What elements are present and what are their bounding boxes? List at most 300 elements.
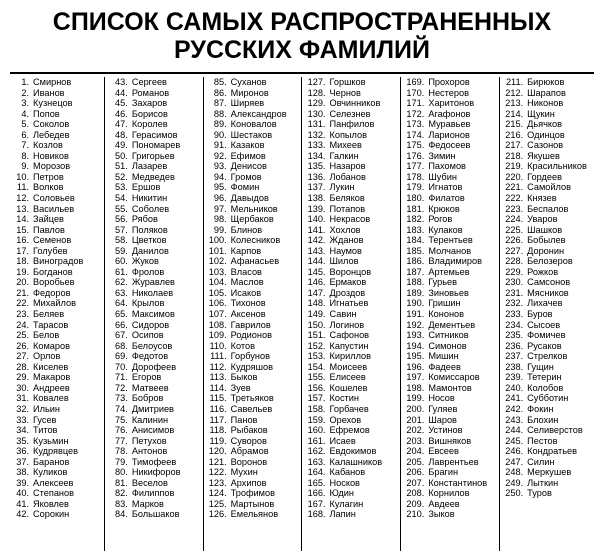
list-item-number: 183. <box>406 224 425 235</box>
list-item <box>503 298 595 309</box>
list-item-number: 104. <box>208 277 227 288</box>
list-item <box>207 161 299 172</box>
list-item-surname: Гаврилов <box>230 319 271 330</box>
list-item-number: 34. <box>16 425 29 436</box>
list-item <box>108 425 200 436</box>
list-item-surname: Колобов <box>527 382 564 393</box>
list-item-number: 161. <box>307 435 326 446</box>
list-item-surname: Киселев <box>33 361 69 372</box>
list-item-number: 102. <box>208 256 227 267</box>
list-item-surname: Субботин <box>527 393 569 404</box>
list-item-number: 92. <box>213 150 227 161</box>
list-item-number: 90. <box>213 129 227 140</box>
list-item-surname: Силин <box>527 456 555 467</box>
list-item <box>503 214 595 225</box>
list-item <box>404 362 496 373</box>
page-title-line-1: СПИСОК САМЫХ РАСПРОСТРАНЕННЫХ <box>52 8 552 36</box>
list-item <box>108 330 200 341</box>
list-item-number: 109. <box>208 330 227 341</box>
list-item <box>305 509 397 520</box>
list-item <box>108 119 200 130</box>
list-item <box>108 362 200 373</box>
list-item <box>9 446 101 457</box>
list-item-number: 200. <box>406 403 425 414</box>
list-item <box>305 457 397 468</box>
list-item-number: 169. <box>406 77 425 87</box>
list-item-surname: Большаков <box>131 509 180 520</box>
list-item-surname: Хохлов <box>329 224 361 235</box>
list-item <box>9 320 101 331</box>
list-item <box>9 478 101 489</box>
list-item-number: 105. <box>208 287 227 298</box>
list-item-surname: Пахомов <box>428 161 466 172</box>
list-item <box>404 383 496 394</box>
list-item-surname: Панфилов <box>329 119 375 130</box>
list-item-surname: Рожков <box>527 266 559 277</box>
list-item <box>9 204 101 215</box>
list-item-surname: Попов <box>33 108 60 119</box>
list-item-surname: Кулагин <box>329 498 364 509</box>
list-item-surname: Журавлев <box>131 277 175 288</box>
list-item-number: 28. <box>16 361 29 372</box>
list-item-surname: Никонов <box>527 98 564 109</box>
list-item-surname: Рогов <box>428 214 453 225</box>
list-item <box>404 446 496 457</box>
list-item-surname: Морозов <box>33 161 71 172</box>
list-item-surname: Матвеев <box>131 382 169 393</box>
list-item-surname: Архипов <box>230 477 267 488</box>
list-item-surname: Жуков <box>131 256 159 267</box>
list-item <box>305 320 397 331</box>
list-item <box>404 225 496 236</box>
list-item-number: 22. <box>16 298 29 309</box>
list-item-number: 57. <box>115 224 128 235</box>
list-item-surname: Яковлев <box>33 498 69 509</box>
list-item-number: 13. <box>16 203 29 214</box>
list-item-surname: Устинов <box>428 425 463 436</box>
list-item-number: 239. <box>505 372 524 383</box>
list-item-surname: Моисеев <box>329 361 368 372</box>
list-item-surname: Крюков <box>428 203 460 214</box>
list-item <box>503 161 595 172</box>
list-item <box>207 309 299 320</box>
list-item <box>108 193 200 204</box>
list-item <box>503 288 595 299</box>
list-item <box>503 488 595 499</box>
list-item <box>305 235 397 246</box>
list-item-surname: Воронцов <box>329 266 372 277</box>
list-item-surname: Карпов <box>230 245 262 256</box>
list-item <box>404 130 496 141</box>
list-item-number: 230. <box>505 277 524 288</box>
list-item-surname: Исаев <box>329 435 356 446</box>
list-item-number: 48. <box>115 129 128 140</box>
list-item <box>503 256 595 267</box>
list-item-surname: Горшков <box>329 77 366 87</box>
list-item-surname: Русаков <box>527 340 562 351</box>
list-item <box>305 277 397 288</box>
list-item-number: 36. <box>16 446 29 457</box>
list-item <box>305 288 397 299</box>
list-item <box>9 151 101 162</box>
list-item <box>404 415 496 426</box>
list-item-surname: Осипов <box>131 330 164 341</box>
list-item-number: 144. <box>307 256 326 267</box>
list-item-surname: Рябов <box>131 214 158 225</box>
list-item-surname: Селиверстов <box>527 425 583 436</box>
list-item <box>503 98 595 109</box>
list-item-number: 206. <box>406 467 425 478</box>
list-item <box>9 509 101 520</box>
list-item-number: 53. <box>115 182 128 193</box>
list-item-surname: Авдеев <box>428 498 460 509</box>
list-item <box>404 182 496 193</box>
list-item-number: 2. <box>21 87 29 98</box>
list-item-surname: Орлов <box>33 351 61 362</box>
list-item-number: 184. <box>406 235 425 246</box>
list-item-surname: Тимофеев <box>131 456 177 467</box>
list-item-number: 217. <box>505 140 524 151</box>
list-item <box>108 246 200 257</box>
list-item <box>404 140 496 151</box>
list-item <box>503 393 595 404</box>
list-item-number: 133. <box>307 140 326 151</box>
list-item <box>503 478 595 489</box>
list-item-number: 79. <box>115 456 128 467</box>
list-item-number: 76. <box>115 425 128 436</box>
list-item-surname: Миронов <box>230 87 269 98</box>
surname-column-4 <box>302 77 401 551</box>
list-item-surname: Смирнов <box>33 77 72 87</box>
list-item-surname: Владимиров <box>428 256 482 267</box>
list-item-surname: Самсонов <box>527 277 571 288</box>
list-item <box>108 320 200 331</box>
list-item <box>108 341 200 352</box>
list-item-surname: Власов <box>230 266 262 277</box>
list-item <box>503 130 595 141</box>
list-item <box>503 330 595 341</box>
list-item-number: 114. <box>209 382 227 393</box>
list-item-surname: Блохин <box>527 414 559 425</box>
list-item-number: 42. <box>16 509 29 520</box>
list-item <box>9 225 101 236</box>
list-item-surname: Макаров <box>33 372 71 383</box>
list-item <box>503 425 595 436</box>
list-item-surname: Назаров <box>329 161 366 172</box>
list-item-surname: Потапов <box>329 203 366 214</box>
list-item-number: 168. <box>307 509 326 520</box>
list-item <box>503 277 595 288</box>
list-item <box>305 182 397 193</box>
list-item-surname: Шестаков <box>230 129 273 140</box>
list-item <box>503 246 595 257</box>
list-item-number: 246. <box>505 446 524 457</box>
list-item <box>207 140 299 151</box>
list-item-surname: Максимов <box>131 309 175 320</box>
list-item <box>503 119 595 130</box>
list-item-number: 140. <box>307 214 326 225</box>
list-item-surname: Носков <box>329 477 360 488</box>
list-item-surname: Капустин <box>329 340 369 351</box>
list-item-surname: Дроздов <box>329 287 366 298</box>
list-item-number: 101. <box>208 245 227 256</box>
list-item-surname: Васильев <box>33 203 75 214</box>
list-item-surname: Колесников <box>230 235 281 246</box>
list-item-number: 148. <box>307 298 326 309</box>
list-item <box>305 119 397 130</box>
list-item-number: 137. <box>307 182 326 193</box>
list-item <box>207 404 299 415</box>
list-item <box>9 341 101 352</box>
list-item <box>207 362 299 373</box>
list-item-number: 150. <box>307 319 326 330</box>
list-item-number: 10. <box>16 171 29 182</box>
list-item-number: 67. <box>115 330 128 341</box>
list-item-number: 211. <box>505 77 524 87</box>
list-item-number: 55. <box>115 203 128 214</box>
list-item-surname: Пестов <box>527 435 558 446</box>
list-item-number: 46. <box>115 108 128 119</box>
list-item <box>207 320 299 331</box>
list-item-number: 210. <box>406 509 425 520</box>
list-item <box>305 246 397 257</box>
list-item-surname: Лукин <box>329 182 355 193</box>
list-item-number: 125. <box>208 498 227 509</box>
list-item <box>404 436 496 447</box>
list-item-surname: Егоров <box>131 372 162 383</box>
list-item <box>9 256 101 267</box>
list-item-number: 61. <box>115 266 128 277</box>
list-item-number: 213. <box>505 98 524 109</box>
list-item-surname: Белозеров <box>527 256 573 267</box>
list-item-number: 156. <box>307 382 326 393</box>
list-item <box>305 77 397 88</box>
list-item-surname: Баранов <box>33 456 70 467</box>
list-item-surname: Ширяев <box>230 98 265 109</box>
list-item-number: 124. <box>208 488 227 499</box>
list-item-surname: Мельников <box>230 203 278 214</box>
list-item-number: 7. <box>21 140 29 151</box>
list-item <box>108 509 200 520</box>
list-item-surname: Кошелев <box>329 382 368 393</box>
list-item-number: 60. <box>115 256 128 267</box>
list-item-surname: Романов <box>131 87 170 98</box>
list-item <box>305 393 397 404</box>
list-item <box>108 467 200 478</box>
list-item <box>207 151 299 162</box>
list-item <box>305 488 397 499</box>
list-item-number: 6. <box>21 129 29 140</box>
list-item-number: 103. <box>208 266 227 277</box>
list-item <box>108 140 200 151</box>
list-item-number: 106. <box>208 298 227 309</box>
list-item-number: 188. <box>406 277 425 288</box>
list-item-surname: Зыков <box>428 509 455 520</box>
list-item <box>305 404 397 415</box>
list-item <box>9 383 101 394</box>
list-item-number: 165. <box>307 477 326 488</box>
list-item-surname: Петров <box>33 171 64 182</box>
list-item-surname: Артемьев <box>428 266 470 277</box>
list-item-number: 182. <box>406 214 425 225</box>
surname-column-3 <box>204 77 303 551</box>
list-item-surname: Крылов <box>131 298 165 309</box>
list-item-number: 5. <box>21 119 29 130</box>
list-item-surname: Симонов <box>428 340 467 351</box>
list-item <box>503 383 595 394</box>
list-item-number: 37. <box>16 456 29 467</box>
list-item <box>305 256 397 267</box>
list-item-number: 152. <box>307 340 326 351</box>
list-item-number: 180. <box>406 193 425 204</box>
surname-column-6 <box>500 77 598 551</box>
list-item-surname: Пономарев <box>131 140 181 151</box>
list-item-surname: Филиппов <box>131 488 175 499</box>
list-item-number: 78. <box>115 446 128 457</box>
list-item <box>207 204 299 215</box>
list-item <box>9 246 101 257</box>
list-item-number: 94. <box>213 171 227 182</box>
list-item-number: 122. <box>208 467 227 478</box>
list-item-surname: Ефимов <box>230 150 266 161</box>
list-item <box>503 341 595 352</box>
list-item-surname: Дмитриев <box>131 403 174 414</box>
list-item-number: 160. <box>307 425 326 436</box>
list-item-number: 250. <box>505 488 524 499</box>
list-item-surname: Некрасов <box>329 214 371 225</box>
list-item-surname: Андреев <box>33 382 70 393</box>
surname-columns <box>4 77 600 551</box>
list-item-number: 139. <box>307 203 326 214</box>
list-item-surname: Анисимов <box>131 425 175 436</box>
list-item <box>503 204 595 215</box>
list-item <box>503 372 595 383</box>
list-item-surname: Зиновьев <box>428 287 469 298</box>
list-item <box>108 309 200 320</box>
list-item-surname: Шашков <box>527 224 563 235</box>
list-item-number: 72. <box>115 382 128 393</box>
list-item-surname: Цветков <box>131 235 167 246</box>
list-item-number: 130. <box>307 108 326 119</box>
list-item <box>305 204 397 215</box>
list-item-number: 194. <box>406 340 425 351</box>
list-item-surname: Харитонов <box>428 98 475 109</box>
list-item <box>108 277 200 288</box>
list-item-surname: Куликов <box>33 467 68 478</box>
list-item <box>9 130 101 141</box>
list-item-number: 116. <box>209 403 227 414</box>
list-item-surname: Белоусов <box>131 340 173 351</box>
list-item-surname: Дьячков <box>527 119 563 130</box>
list-item-number: 222. <box>505 193 524 204</box>
list-item-number: 126. <box>208 509 227 520</box>
list-item-surname: Гусев <box>33 414 57 425</box>
list-item-number: 31. <box>16 393 29 404</box>
list-item-number: 196. <box>406 361 425 372</box>
list-item-surname: Емельянов <box>230 509 279 520</box>
list-item-number: 35. <box>16 435 29 446</box>
list-item-surname: Шилов <box>329 256 359 267</box>
list-item-surname: Фокин <box>527 403 554 414</box>
list-item <box>108 267 200 278</box>
list-item <box>404 509 496 520</box>
list-item-surname: Туров <box>527 488 552 499</box>
list-item-number: 145. <box>307 266 326 277</box>
list-item <box>404 457 496 468</box>
list-item-number: 40. <box>16 488 29 499</box>
list-item-number: 95. <box>213 182 227 193</box>
list-item-surname: Громов <box>230 171 262 182</box>
list-item-number: 32. <box>16 403 29 414</box>
list-item <box>404 404 496 415</box>
list-item <box>207 267 299 278</box>
list-item-surname: Калинин <box>131 414 169 425</box>
list-item <box>9 372 101 383</box>
list-item-surname: Третьяков <box>230 393 274 404</box>
list-item <box>503 415 595 426</box>
list-item-number: 41. <box>16 498 29 509</box>
list-item-surname: Савин <box>329 309 357 320</box>
list-item-surname: Галкин <box>329 150 359 161</box>
list-item-number: 235. <box>505 330 524 341</box>
list-item-number: 141. <box>307 224 326 235</box>
list-item-surname: Ларионов <box>428 129 470 140</box>
list-item <box>305 383 397 394</box>
list-item-surname: Одинцов <box>527 129 565 140</box>
list-item-surname: Родионов <box>230 330 272 341</box>
list-item-surname: Комиссаров <box>428 372 480 383</box>
list-item-surname: Елисеев <box>329 372 366 383</box>
list-item-surname: Зимин <box>428 150 456 161</box>
list-item-number: 127. <box>307 77 326 87</box>
list-item-surname: Самойлов <box>527 182 572 193</box>
list-item <box>404 277 496 288</box>
list-item-surname: Зуев <box>230 382 251 393</box>
list-item-number: 233. <box>505 309 524 320</box>
list-item-number: 185. <box>406 245 425 256</box>
list-item-number: 59. <box>115 245 128 256</box>
list-item-number: 193. <box>406 330 425 341</box>
list-item <box>404 214 496 225</box>
list-item-number: 4. <box>21 108 29 119</box>
list-item-number: 97. <box>213 203 227 214</box>
list-item <box>404 161 496 172</box>
list-item-number: 189. <box>406 287 425 298</box>
list-item <box>9 172 101 183</box>
list-item <box>305 341 397 352</box>
list-item-surname: Коновалов <box>230 119 277 130</box>
list-item-number: 191. <box>406 309 425 320</box>
list-item-surname: Кузьмин <box>33 435 69 446</box>
list-item-surname: Буров <box>527 309 553 320</box>
list-item-surname: Афанасьев <box>230 256 280 267</box>
list-item-surname: Алексеев <box>33 477 74 488</box>
list-item <box>9 235 101 246</box>
list-item <box>108 415 200 426</box>
list-item-surname: Данилов <box>131 245 169 256</box>
list-item <box>305 309 397 320</box>
list-item-number: 115. <box>209 393 227 404</box>
list-item <box>108 77 200 88</box>
list-item-surname: Петухов <box>131 435 167 446</box>
list-item-number: 201. <box>406 414 425 425</box>
list-item-surname: Фомин <box>230 182 260 193</box>
list-item <box>9 488 101 499</box>
list-item <box>503 193 595 204</box>
list-item-number: 231. <box>505 287 524 298</box>
list-item-number: 45. <box>115 98 128 109</box>
list-item-number: 232. <box>505 298 524 309</box>
